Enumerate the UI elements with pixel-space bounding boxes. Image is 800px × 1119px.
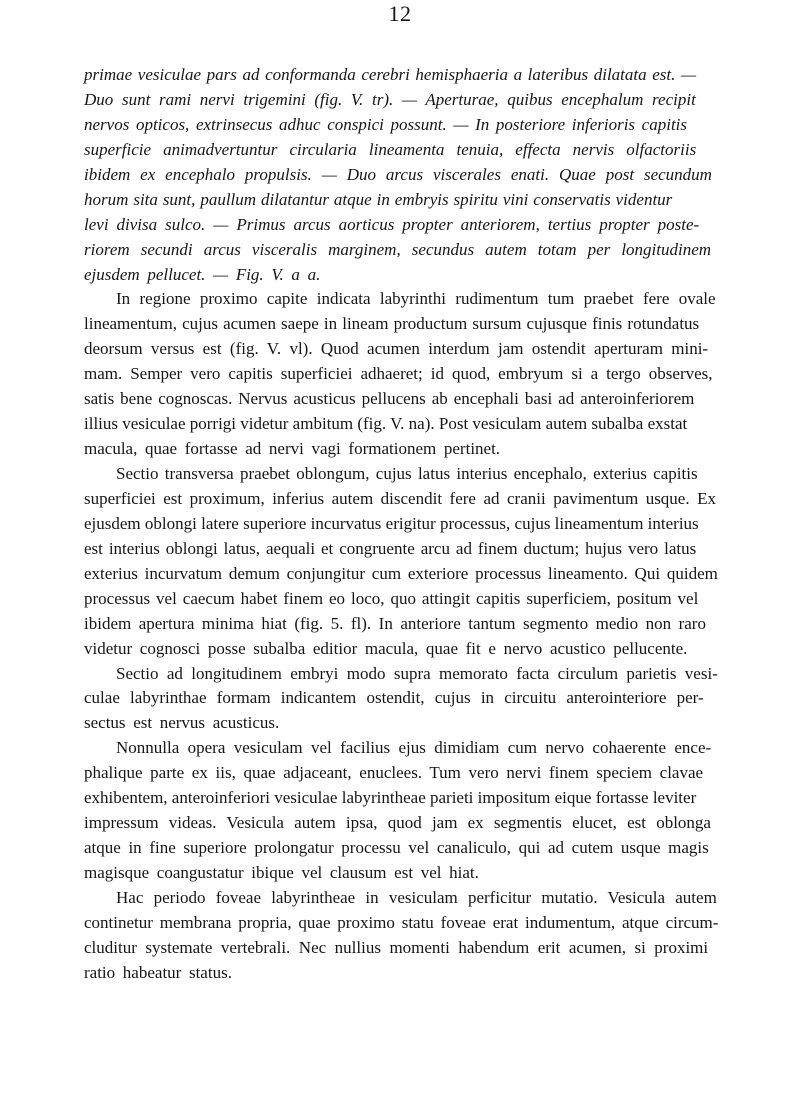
page-number: 12 [388,1,412,26]
text-line: ejusdem oblongi latere superiore incurvatus erigitur processus, cujus lineamentum interius [84,513,699,533]
text-line: Duo sunt rami nervi trigemini (fig. V. tr). — Aperturae, quibus encephalum recipit [84,89,696,109]
text-line: est interius oblongi latus, aequali et congruente arcu ad finem ductum; hujus vero latus [84,538,697,558]
text-line: ejusdem pellucet. — Fig. V. a a. [84,264,321,284]
body-text [84,63,718,986]
text-line: Sectio ad longitudinem embryi modo supra memorato facta circulum parietis vesi- [116,663,718,683]
text-line: lineamentum, cujus acumen saepe in lineam productum sursum cujusque finis rotundatus [84,314,700,334]
text-line: ibidem ex encephalo propulsis. — Duo arcus viscerales enati. Quae post secundum [84,164,712,184]
text-line: sectus est nervus acusticus. [84,713,280,733]
text-line: superficie animadvertuntur circularia lineamenta tenuia, effecta nervis olfactoriis [84,139,697,159]
text-line: macula, quae fortasse ad nervi vagi formationem pertinet. [84,439,501,459]
text-line: impressum videas. Vesicula autem ipsa, quod jam ex segmentis elucet, est oblonga [84,813,711,833]
text-line: ibidem apertura minima hiat (fig. 5. fl). In anteriore tantum segmento medio non raro [84,613,706,633]
text-line: exhibentem, anteroinferiori vesiculae labyrintheae parieti impositum eique fortasse leviter [84,788,697,808]
text-line: In regione proximo capite indicata labyrinthi rudimentum tum praebet fere ovale [116,289,716,309]
text-line: continetur membrana propria, quae proximo statu foveae erat indumentum, atque circum- [84,912,719,932]
text-line: mam. Semper vero capitis superficiei adhaeret; id quod, embryum si a tergo observes, [84,364,713,384]
text-line: ratio habeatur status. [84,962,232,982]
text-line: exterius incurvatum demum conjungitur cum exteriore processus lineamento. Qui quidem [84,563,718,583]
text-line: Hac periodo foveae labyrintheae in vesiculam perficitur mutatio. Vesicula autem [116,887,717,907]
text-line: satis bene cognoscas. Nervus acusticus pellucens ab encephali basi ad anteroinferiorem [84,389,695,409]
text-line: cluditur systemate vertebrali. Nec nullius momenti habendum erit acumen, si proximi [84,937,709,957]
text-line: superficiei est proximum, inferius autem discendit fere ad cranii pavimentum usque. Ex [84,488,716,508]
text-line: phalique parte ex iis, quae adjaceant, enuclees. Tum vero nervi finem speciem clavae [84,763,704,783]
text-line: illius vesiculae porrigi videtur ambitum (fig. V. na). Post vesiculam autem subalba exstat [84,414,688,434]
text-line: Sectio transversa praebet oblongum, cujus latus interius encephalo, exterius capitis [116,464,698,483]
text-line: Nonnulla opera vesiculam vel facilius ejus dimidiam cum nervo cohaerente ence- [116,738,712,758]
text-line: processus vel caecum habet finem eo loco, quo attingit capitis superficiem, positum vel [84,588,699,608]
text-line: primae vesiculae pars ad conformanda cerebri hemisphaeria a lateribus dilatata est. — [84,65,697,84]
text-line: magisque coangustatur ibique vel clausum est vel hiat. [84,863,479,882]
text-line: videtur cognosci posse subalba editior macula, quae fit e nervo acustico pellucente. [84,638,688,658]
text-line: culae labyrinthae formam indicantem ostendit, cujus in circuitu anterointeriore per- [84,688,704,708]
text-line: atque in fine superiore prolongatur processu vel canaliculo, qui ad cutem usque magis [84,838,709,858]
text-line: nervos opticos, extrinsecus adhuc conspici possunt. — In posteriore inferioris capitis [84,114,688,134]
text-line: deorsum versus est (fig. V. vl). Quod acumen interdum jam ostendit aperturam mini- [84,339,709,359]
text-line: levi divisa sulco. — Primus arcus aorticus propter anteriorem, tertius propter poste- [84,214,700,234]
text-line: horum sita sunt, paullum dilatantur atque in embryis spiritu vini conservatis videntur [84,189,673,209]
text-line: riorem secundi arcus visceralis marginem, secundus autem totam per longitudinem [84,239,712,259]
